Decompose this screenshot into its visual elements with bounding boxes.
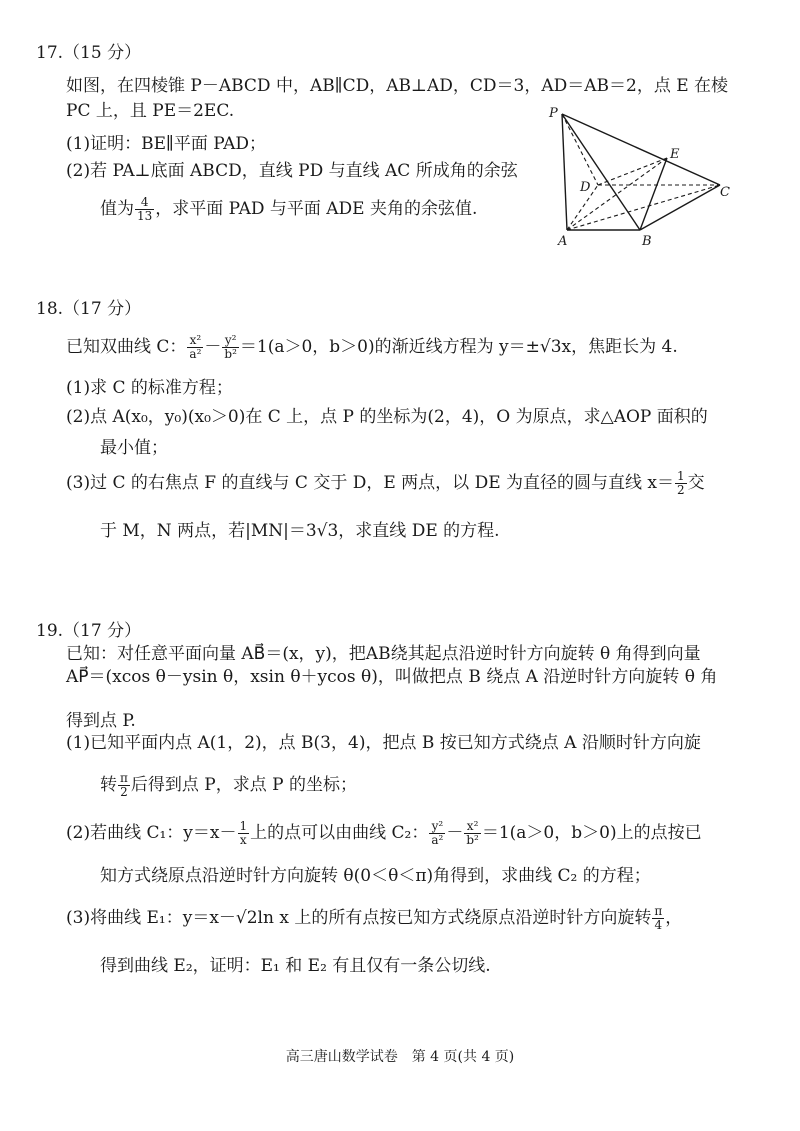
fraction: $\frac{\pi}{4}$ bbox=[654, 904, 663, 932]
pyramid-figure bbox=[540, 100, 740, 250]
q18-part2-line1: (2)点 A(x₀，y₀)(x₀＞0)在 C 上，点 P 的坐标为(2，4)，O 为原点，求△AOP 面积的 bbox=[66, 407, 708, 427]
edge-de bbox=[598, 158, 667, 185]
q19-line1: 已知：对任意平面向量 AB⃗＝(x，y)，把AB绕其起点沿逆时针方向旋转 θ 角得到向量 bbox=[66, 644, 701, 664]
q17-part2-line2: 值为 $\frac{4}{13}$ ，求平面 PAD 与平面 ADE 夹角的余弦值. bbox=[100, 195, 478, 223]
fraction: $\frac{\text{x²}}{\text{a²}}$ bbox=[189, 333, 202, 361]
q17-heading: 17.（15 分） bbox=[36, 43, 142, 63]
q19-heading: 19.（17 分） bbox=[36, 621, 142, 641]
q17-line2: PC 上，且 PE＝2EC. bbox=[66, 101, 235, 121]
fraction: $\frac{\text{y²}}{\text{a²}}$ bbox=[431, 819, 444, 847]
q18-part2-line2: 最小值； bbox=[100, 438, 168, 458]
q19-part3-line1: (3)将曲线 E₁：y＝x－√2ln x 上的所有点按已知方式绕原点沿逆时针方向旋转 $\frac{\pi}{4}$ ， bbox=[66, 904, 683, 932]
q19-part1-line1: (1)已知平面内点 A(1，2)，点 B(3，4)，把点 B 按已知方式绕点 A 沿顺时针方向旋 bbox=[66, 733, 701, 753]
label-a: A bbox=[558, 234, 568, 249]
q17-line1: 如图，在四棱锥 P－ABCD 中，AB∥CD，AB⊥AD，CD＝3，AD＝AB＝2，点 E 在棱 bbox=[66, 76, 729, 96]
q17-part2-line1: (2)若 PA⊥底面 ABCD，直线 PD 与直线 AC 所成角的余弦 bbox=[66, 161, 518, 181]
q19-part2-line1: (2)若曲线 C₁：y＝x－ $\frac{1}{x}$ 上的点可以由曲线 C₂： $\frac{\text{y²}}{\text{a²}}$ － $\frac{\text{x²}}{\text{b²}}$ ＝1(a＞0，b＞0)上的点按已 bbox=[66, 819, 702, 847]
q18-part1: (1)求 C 的标准方程； bbox=[66, 378, 233, 398]
q19-line2: AP⃗＝(xcos θ－ysin θ，xsin θ＋ycos θ)，叫做把点 B 绕点 A 沿逆时针方向旋转 θ 角 bbox=[66, 667, 718, 687]
edge-pa bbox=[562, 114, 567, 230]
q18-line1: 已知双曲线 C： $\frac{\text{x²}}{\text{a²}}$ － $\frac{\text{y²}}{\text{b²}}$ ＝1(a＞0，b＞0)的渐近线方程为 y＝±√3x，焦距长为 4. bbox=[66, 333, 678, 361]
edge-pd bbox=[562, 114, 598, 185]
label-d: D bbox=[580, 180, 591, 195]
label-b: B bbox=[642, 234, 652, 249]
q19-part2-line2: 知方式绕原点沿逆时针方向旋转 θ(0＜θ＜π)角得到，求曲线 C₂ 的方程； bbox=[100, 866, 651, 886]
q18-part3-line1: (3)过 C 的右焦点 F 的直线与 C 交于 D，E 两点，以 DE 为直径的圆与直线 x＝ $\frac{1}{2}$ 交 bbox=[66, 469, 705, 497]
edge-be bbox=[640, 158, 667, 230]
edge-bc bbox=[640, 185, 720, 230]
q18-part3-line2: 于 M，N 两点，若|MN|＝3√3，求直线 DE 的方程. bbox=[100, 521, 500, 541]
q19-line3: 得到点 P. bbox=[66, 711, 136, 731]
page-footer: 高三唐山数学试卷 第 4 页(共 4 页) bbox=[285, 1049, 515, 1065]
q18-heading: 18.（17 分） bbox=[36, 299, 142, 319]
label-p: P bbox=[549, 106, 558, 121]
fraction: $\frac{1}{2}$ bbox=[677, 469, 685, 497]
label-e: E bbox=[670, 147, 680, 162]
fraction: $\frac{1}{x}$ bbox=[239, 819, 248, 847]
fraction: $\frac{\text{x²}}{\text{b²}}$ bbox=[466, 819, 479, 847]
q19-part3-line2: 得到曲线 E₂，证明：E₁ 和 E₂ 有且仅有一条公切线. bbox=[100, 956, 491, 976]
fraction: $\frac{\pi}{2}$ bbox=[120, 771, 128, 799]
fraction: $\frac{\text{y²}}{\text{b²}}$ bbox=[224, 333, 237, 361]
fraction: $\frac{4}{13}$ bbox=[137, 195, 153, 223]
label-c: C bbox=[720, 185, 730, 200]
q17-part1: (1)证明：BE∥平面 PAD； bbox=[66, 134, 267, 154]
q19-part1-line2: 转 $\frac{\pi}{2}$ 后得到点 P，求点 P 的坐标； bbox=[100, 771, 357, 799]
